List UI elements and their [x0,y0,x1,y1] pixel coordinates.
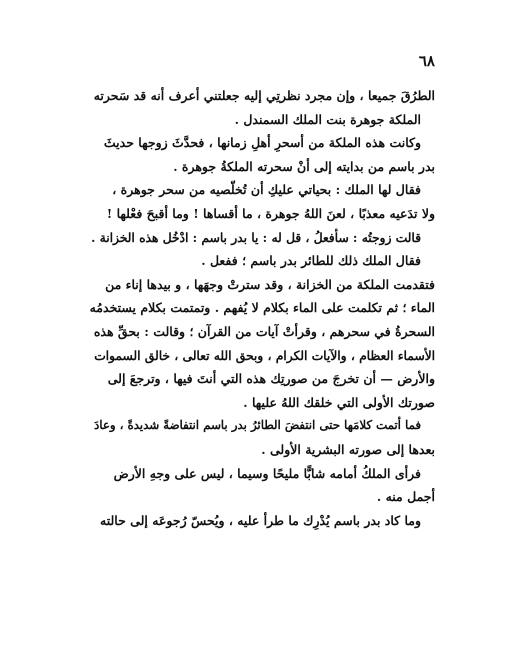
text-line: فتقدمت الملكة من الخزانة ، وقد سترتْ وجهَها ، و بيدها إناء من [105,276,435,292]
text-line: الماء ؛ ثم تكلمت على الماء بكلام لا يُفهم . وتمتمت بكلام يستخدمُه [90,300,435,316]
text-line: الأسماء العظام ، والآيات الكرام ، وبحق الله تعالى ، خالق السموات [94,347,435,363]
text-line: قالت زوجتُه : سأفعلُ ، قل له : يا بدر باسم : ادْخُل هذه الخزانة . [91,229,421,245]
text-line: بعدها إلى صورته البشرية الأولى . [261,441,435,457]
text-line: السحرةُ في سحرهم ، وقرأتْ آيات من القرآن ؛ وقالت : بحقِّ هذه [93,323,435,339]
text-line: الملكة جوهرة بنت الملك السمندل . [234,111,421,127]
text-line: الطرُقَ جميعا ، وإن مجرد نظرتِي إليه جعلتني أعرف أنه قد سَحرته [93,88,435,103]
page-number: ٦٨ [418,52,435,70]
text-line: فقال لها الملك : بحياتي عليكِ أن تُخلّصيه من سحر جوهرة ، [112,182,421,198]
text-line: والأرض — أن تخرجَ من صورتِك هذه التي أنتَ فيها ، وترجعَ إلى [107,371,435,387]
text-line: أجمل منه . [376,489,435,505]
text-line: وكانت هذه الملكة من أسحرِ أهلِ زمانها ، فحدَّثَ زوجها حديثَ [103,135,421,151]
text-line: فما أتمت كلامَها حتى انتفضَ الطائرُ بدر باسم انتفاضةً شديدةً ، وعادَ [94,418,421,433]
text-line: بدر باسم من بدايته إلى أنْ سحرته الملكةُ جوهرة . [173,158,435,174]
text-line: وما كاد بدر باسم يُدْرِك ما طرأ عليه ، ويُحسّ رُجوعَه إلى حالته [100,512,421,528]
text-line: صورتك الأولى التي خلقك اللهُ عليها . [243,394,435,410]
text-line: فقال الملك ذلك للطائر بدر باسم ؛ ففعل . [201,253,421,269]
body-text [90,84,435,532]
text-line: فرأى الملكُ أمامه شابًّا مليحًا وسيما ، ليس على وجهِ الأرض [113,465,421,481]
text-line: ولا تدَعيه معذبًا ، لعنَ اللهُ جوهرة ، ما أقساها ! وما أقبحَ فعْلها ! [106,205,435,221]
